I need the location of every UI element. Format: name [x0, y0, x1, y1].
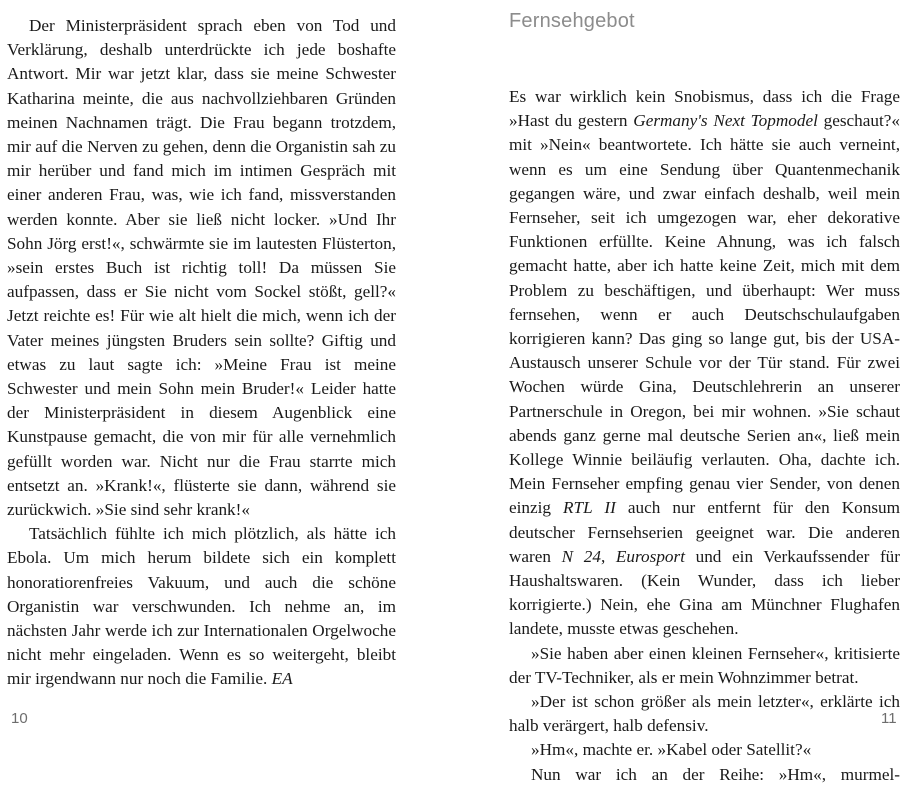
- page-number: 10: [11, 710, 28, 727]
- text-run: Es war wirklich kein Snobismus, dass ich die Frage »Hast du gestern: [509, 87, 900, 131]
- paragraph: Der Ministerpräsident sprach eben von Tod und Verklärung, deshalb unterdrückte ich jede boshafte Antwort. Mir war jetzt klar, dass sie meine Schwester Katharina meinte, die aus nachvollziehbaren Gründen meinen Nachnamen trägt. Die Frau begann trotzdem, mir auf die Nerven zu gehen, denn die Organistin sah zu mir herüber und fand mich im intimen Gespräch mit einer anderen Frau, was, wie ich fand, missverstanden werden konnte. Aber sie ließ nicht locker. »Und Ihr Sohn Jörg erst!«, schwärmte sie im lautesten Flüsterton, »sein erstes Buch ist richtig toll! Da müssen Sie aufpassen, dass er Sie nicht vom Sockel stößt, gell?« Jetzt reichte es! Für wie alt hielt die mich, wenn ich der Vater meines jüngsten Bruders sein sollte? Giftig und etwas zu laut sagte ich: »Meine Frau ist meine Schwester und mein Sohn mein Bruder!« Leider hatte der Ministerpräsident in diesem Augenblick eine Kunstpause gemacht, die von mir für alle vernehmlich gefüllt worden war. Nicht nur die Frau starrte mich entsetzt an. »Krank!«, flüsterte sie dann, während sie zurückwich. »Sie sind sehr krank!«: [7, 16, 396, 520]
- text-run: auch nur entfernt für den Konsum deutscher Fernsehserien geeignet war. Die anderen waren: [509, 498, 900, 566]
- paragraph: [509, 85, 900, 642]
- paragraph: [7, 522, 396, 691]
- right-page: [457, 0, 914, 784]
- section-title: Fernsehgebot: [509, 10, 635, 32]
- dialogue-paragraph: »Sie haben aber einen kleinen Fernseher«, kritisierte der TV-Techniker, als er mein Wohnzimmer betrat.: [509, 643, 900, 687]
- channel-name: Eurosport: [615, 546, 685, 566]
- dialogue-paragraph: Nun war ich an der Reihe: »Hm«, murmel-: [531, 764, 900, 784]
- show-title: Germany's Next Topmodel: [633, 111, 818, 131]
- text-run: geschaut?« mit »Nein« beantwortete. Ich hätte sie auch verneint, wenn es um eine Sendung über Quantenmechanik gegangen wäre, und zwar einfach deshalb, weil mein Fernseher, seit ich umgezogen war, eher dekorative Funktionen erfüllte. Keine Ahnung, was ich falsch gemacht hatte, aber ich hatte keine Zeit, mich mit dem Problem zu beschäftigen, und überhaupt: Wer muss fernsehen, wenn er auch Deutschschulaufgaben korrigieren kann? Das ging so lange gut, bis der USA-Austausch unserer Schule vor der Tür stand. Für zwei Wochen würde Gina, Deutschlehrerin an unserer Partnerschule in Oregon, bei mir wohnen. »Sie schaut abends ganz gerne mal deutsche Serien an«, ließ mein Kollege Winnie beiläufig verlauten. Oha, dachte ich. Mein Fernseher empfing genau vier Sender, von denen einzig: [509, 111, 900, 518]
- channel-name: RTL II: [563, 498, 616, 518]
- text-run: ,: [600, 546, 616, 566]
- paragraph-text: Tatsächlich fühlte ich mich plötzlich, als hätte ich Ebola. Um mich herum bildete sich ein komplett honoratiorenfreies Vakuum, und auch die schöne Organistin war verschwunden. Ich nehme an, im nächsten Jahr werde ich zur Internationalen Orgelwoche nicht mehr eingeladen. Wenn es so weitergeht, bleibt mir irgendwann nur noch die Familie.: [7, 524, 396, 689]
- dialogue-paragraph: »Hm«, machte er. »Kabel oder Satellit?«: [531, 740, 812, 760]
- page-number: 11: [881, 710, 897, 727]
- left-page-text: [7, 14, 396, 692]
- channel-name: N 24: [561, 546, 601, 566]
- text-run: und ein Verkaufssender für Haushaltswaren. (Kein Wunder, dass ich lieber korrigierte.) Nein, ehe Gina am Münchner Flughafen landete, musste etwas geschehen.: [509, 546, 901, 639]
- author-signature: EA: [271, 669, 293, 689]
- right-page-text: [509, 85, 900, 787]
- dialogue-paragraph: »Der ist schon größer als mein letzter«, erklärte ich halb verärgert, halb defensiv.: [509, 692, 900, 736]
- left-page: [0, 0, 457, 731]
